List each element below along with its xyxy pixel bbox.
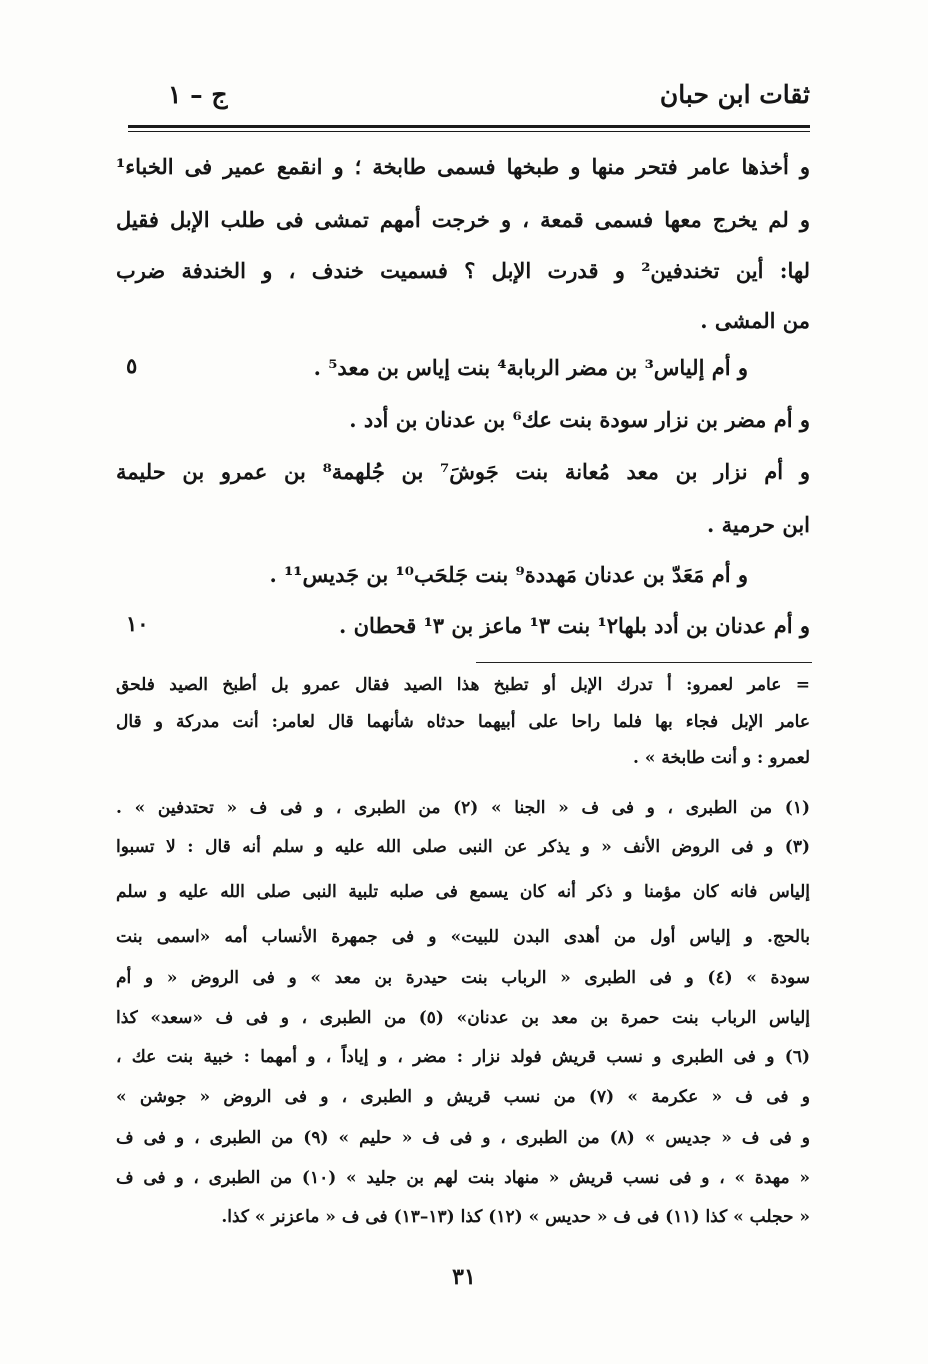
line-number-10: ١٠ — [126, 611, 149, 636]
footnote-line: بالحج. و إلياس أول من أهدى البدن للبيت» و فى جمهرة الأنساب أمه «اسمى بنت — [116, 927, 810, 947]
footnote-line: إلياس فانه كان مؤمنا و ذكر أنه كان يسمع فى صلبه تلبية النبى صلى الله عليه و سلم — [116, 882, 810, 902]
main-text-line: و أم مضر بن نزار سودة بنت عك⁶ بن عدنان بن أدد . — [349, 407, 810, 432]
footnote-line: (٣) و فى الروض الأنف « و يذكر عن النبى صلى الله عليه و سلم أنه قال : لا تسبوا — [116, 837, 810, 857]
main-text-line: و لم يخرج معها فسمى قمعة ، و خرجت أمهم تمشى فى طلب الإبل فقيل — [116, 207, 810, 232]
line-number-5: ٥ — [126, 353, 138, 378]
volume-label: ج – ١ — [168, 80, 228, 109]
main-text-line: و أم عدنان بن أدد بلها¹٢ بنت ¹٣ ماعز بن ¹٣ قحطان . — [339, 613, 810, 638]
running-title: ثقات ابن حبان — [659, 80, 810, 109]
page-number: ٣١ — [452, 1264, 476, 1290]
footnote-line: (٦) و فى الطبرى و نسب قريش فولد نزار : مضر ، و إياداً ، و أمهما : خبية بنت عك ، — [116, 1047, 810, 1067]
footnote-separator — [476, 662, 812, 663]
main-text-line: و أم نزار بن معد مُعانة بنت جَوشَ⁷ بن جُلهمة⁸ بن عمرو بن حليمة — [116, 459, 810, 484]
main-text-line: و أخذها عامر فتحر منها و طبخها فسمى طابخة ؛ و انقمع عمير فى الخباء¹ — [116, 154, 810, 179]
footnote-line: إلياس الرباب بنت حمرة بن معد بن عدنان» (٥) من الطبرى ، و فى ف «سعد» كذا — [116, 1008, 810, 1028]
footnote-line: = عامر لعمرو: أ تدرك الإبل أو تطبخ هذا الصيد فقال عمرو بل أطبخ الصيد فلحق — [116, 675, 810, 695]
main-text-line: و أم مَعَدّ بن عدنان مَهددة⁹ بنت جَلحَب¹⁰ بن جَديس¹¹ . — [269, 562, 748, 587]
footnote-line: عامر الإبل فجاء بها فلما راحا على أبيهما حدثاه شأنهما قال لعامر: أنت مدركة و قال — [116, 712, 810, 732]
footnote-line: و فى ف « عكرمة » (٧) من نسب قريش و الطبرى ، و فى الروض « جوشن » — [116, 1087, 810, 1107]
main-text-line: ابن حرمية . — [706, 512, 810, 537]
footnote-line: « مهدة » ، و فى نسب قريش « منهاد بنت لهم بن جليد » (١٠) من الطبرى ، و فى ف — [116, 1168, 810, 1188]
header-rule-thin — [128, 131, 810, 132]
footnote-line: سودة » (٤) و فى الطبرى « الرباب بنت حيدرة بن معد » و فى الروض « و أم — [116, 968, 811, 988]
main-text-line: من المشى . — [700, 308, 810, 333]
footnote-line: لعمرو : و أنت طابخة » . — [632, 748, 810, 768]
main-text-line: لها: أين تخندفين² و قدرت الإبل ؟ فسميت خندف ، و الخندفة ضرب — [116, 258, 810, 283]
main-text-line: و أم إلياس³ بن مضر الربابة⁴ بنت إياس بن معد⁵ . — [313, 355, 748, 380]
header-rule — [128, 125, 810, 128]
footnote-line: (١) من الطبرى ، و فى ف « الجنا » (٢) من الطبرى ، و فى ف « تحتدفين » . — [116, 798, 810, 818]
footnote-line: و فى ف « جديس » (٨) من الطبرى ، و فى ف « حليم » (٩) من الطبرى ، و فى ف — [116, 1128, 810, 1148]
footnote-line: « حجلب » كذا (١١) فى ف « حديس » (١٢) كذا (١٣–١٣) فى ف « ماعزنر » كذا. — [221, 1207, 810, 1227]
